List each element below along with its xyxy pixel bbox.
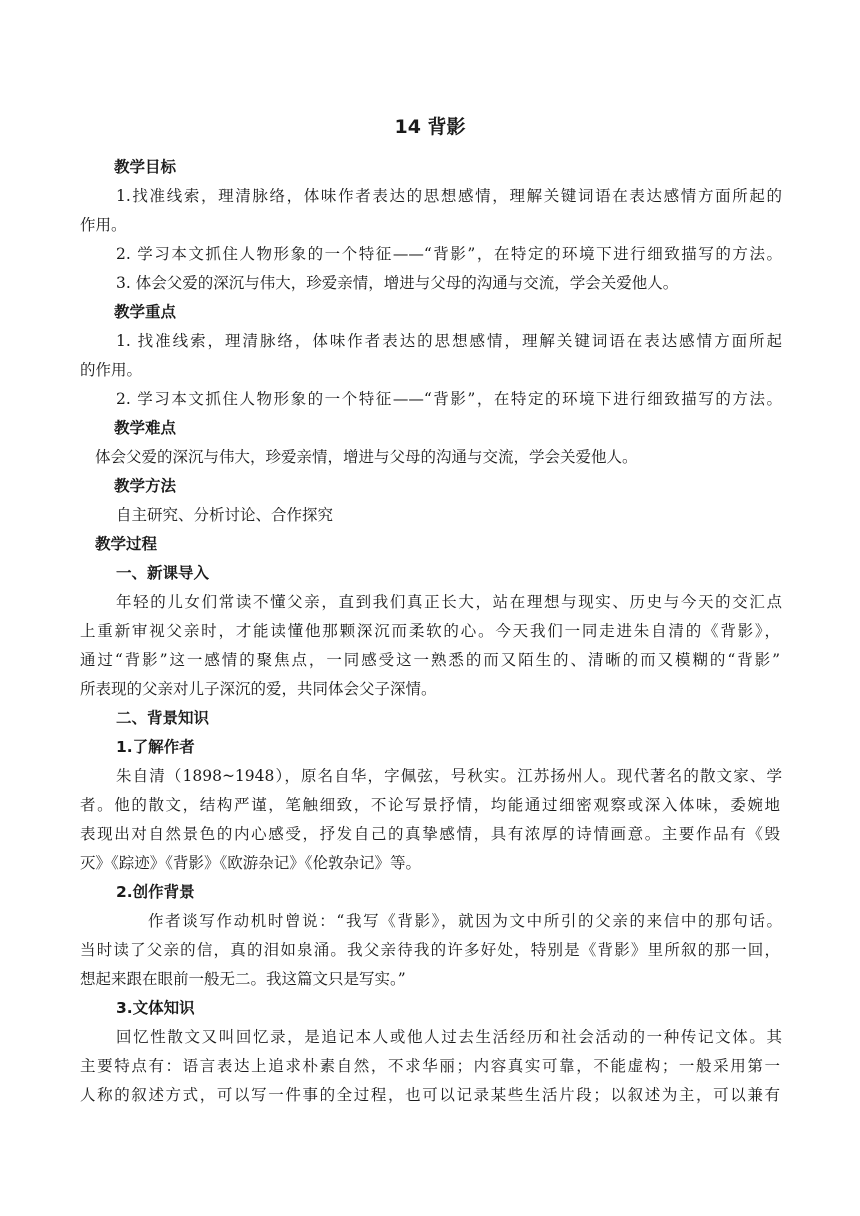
background-heading: 二、背景知识 [116,709,210,727]
author-line-3: 表现出对自然景色的内心感受，抒发自己的真挚感情，具有浓厚的诗情画意。主要作品有《毁 [80,825,780,843]
page-title: 14 背影 [394,116,466,138]
author-line-4: 灭》《踪迹》《背影》《欧游杂记》《伦敦杂记》等。 [80,854,422,872]
key-point-1-line-1: 1. 找准线索，理清脉络，体味作者表达的思想感情，理解关键词语在表达感情方面所起 [116,332,782,350]
author-line-2: 者。他的散文，结构严谨，笔触细致，不论写景抒情，均能通过细密观察或深入体味，委婉地 [80,796,780,814]
intro-line-4: 所表现的父亲对儿子深沉的爱，共同体会父子深情。 [80,680,437,698]
key-points-heading: 教学重点 [114,303,177,321]
intro-heading: 一、新课导入 [116,564,210,582]
creation-line-1: 作者谈写作动机时曾说：“我写《背影》，就因为文中所引的父亲的来信中的那句话。 [148,912,782,930]
process-heading: 教学过程 [95,535,158,553]
creation-heading: 2.创作背景 [116,883,195,901]
author-heading: 1.了解作者 [116,738,195,756]
intro-line-3: 通过“背影”这一感情的聚焦点，一同感受这一熟悉的而又陌生的、清晰的而又模糊的“背影” [80,651,780,669]
objectives-heading: 教学目标 [114,158,177,176]
difficulties-text: 体会父爱的深沉与伟大，珍爱亲情，增进与父母的沟通与交流，学会关爱他人。 [95,448,638,466]
genre-line-3: 人称的叙述方式，可以写一件事的全过程，也可以记录某些生活片段；以叙述为主，可以兼有 [80,1086,780,1104]
intro-line-2: 上重新审视父亲时，才能读懂他那颗深沉而柔软的心。今天我们一同走进朱自清的《背影》， [80,622,780,640]
creation-line-2: 当时读了父亲的信，真的泪如泉涌。我父亲待我的许多好处，特别是《背影》里所叙的那一回， [80,941,780,959]
creation-line-3: 想起来跟在眼前一般无二。我这篇文只是写实。” [80,970,406,988]
genre-line-2: 主要特点有：语言表达上追求朴素自然，不求华丽；内容真实可靠，不能虚构；一般采用第一 [80,1057,780,1075]
author-line-1: 朱自清（1898~1948），原名自华，字佩弦，号秋实。江苏扬州人。现代著名的散文家、学 [116,767,782,785]
objective-2: 2. 学习本文抓住人物形象的一个特征——“背影”，在特定的环境下进行细致描写的方法。 [116,245,782,263]
genre-heading: 3.文体知识 [116,999,195,1017]
objective-3: 3. 体会父爱的深沉与伟大，珍爱亲情，增进与父母的沟通与交流，学会关爱他人。 [116,274,679,292]
objective-1-line-1: 1.找准线索，理清脉络，体味作者表达的思想感情，理解关键词语在表达感情方面所起的 [116,187,782,205]
difficulties-heading: 教学难点 [114,419,177,437]
intro-line-1: 年轻的儿女们常读不懂父亲，直到我们真正长大，站在理想与现实、历史与今天的交汇点 [116,593,782,611]
key-point-2: 2. 学习本文抓住人物形象的一个特征——“背影”，在特定的环境下进行细致描写的方法。 [116,390,782,408]
key-point-1-line-2: 的作用。 [80,361,143,379]
methods-heading: 教学方法 [114,477,177,495]
genre-line-1: 回忆性散文又叫回忆录，是追记本人或他人过去生活经历和社会活动的一种传记文体。其 [116,1028,782,1046]
methods-text: 自主研究、分析讨论、合作探究 [116,506,334,524]
objective-1-line-2: 作用。 [80,216,127,234]
